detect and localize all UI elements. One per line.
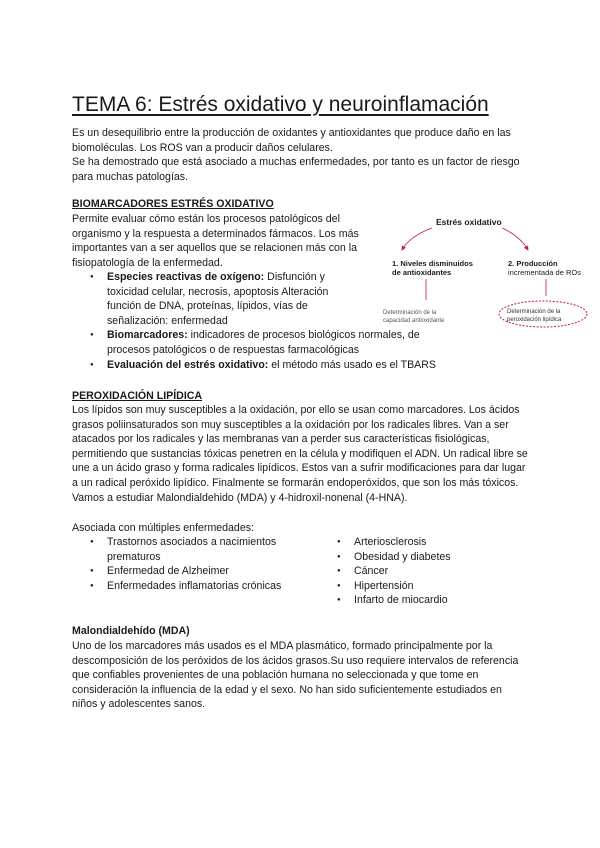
list-item [72, 328, 462, 357]
diagram-right-leaf-line1: Determinación de la [507, 309, 561, 315]
diagram-right-leaf-line2: peroxidación lipídica [507, 317, 562, 323]
diagram-root-label: Estrés oxidativo [436, 217, 502, 227]
list-item-text: Disfunción y toxicidad celular, necrosis, apoptosis Alteración función de DNA, proteínas, lípidos, vías de señalización: enfermedad [107, 271, 329, 327]
peroxidation-heading: PEROXIDACIÓN LIPÍDICA [72, 390, 203, 402]
intro-paragraph-2: Se ha demostrado que está asociado a muchas enfermedades, por tanto es un factor de riesgo para muchas patologías. [72, 156, 520, 183]
list-item-bold: Biomarcadores: [107, 329, 188, 342]
list-item: ● Enfermedad de Alzheimer [72, 564, 322, 579]
diagram-left-leaf-line2: capacidad antioxidante [383, 318, 445, 324]
list-item-text: indicadores de procesos biológicos normales, de procesos patológicos o de respuestas farmacológicas [107, 329, 420, 356]
diagram-arrow-right [502, 228, 528, 250]
biomarkers-heading: BIOMARCADORES ESTRÉS OXIDATIVO [72, 198, 274, 210]
intro-section [72, 126, 527, 184]
diagram-arrow-left [402, 228, 432, 250]
diagram-right-node-line1: 2. Producción [508, 259, 558, 268]
diagram-right-node-line2: incrementada de ROs [508, 268, 581, 277]
oxidative-stress-diagram [380, 210, 592, 330]
list-item: ● Cáncer [319, 564, 539, 579]
mda-heading: Malondialdehído (MDA) [72, 625, 190, 637]
diseases-label: Asociada con múltiples enfermedades: [72, 522, 254, 534]
diagram-left-leaf-line1: Determinación de la [383, 310, 437, 316]
list-item: ● Infarto de miocardio [319, 593, 539, 608]
mda-paragraph: Uno de los marcadores más usados es el MDA plasmático, formado principalmente por la descomposición de los peróxidos de los ácidos grasos.Su uso requiere intervalos de referencia que confiables provenientes de una población humana no seleccionada y que tome en consideración la influencia de la edad y el sexo. No han sido suficientemente estudiados en niños y adolescentes sanos. [72, 640, 519, 711]
diagram-svg [380, 210, 592, 330]
list-item [72, 358, 462, 373]
list-item: ● Hipertensión [319, 579, 539, 594]
list-item: ● Arteriosclerosis [319, 535, 539, 550]
list-item-text: el método más usado es el TBARS [268, 358, 436, 371]
page-title: TEMA 6: Estrés oxidativo y neuroinflamación [72, 93, 489, 116]
biomarkers-paragraph: Permite evaluar cómo están los procesos patológicos del organismo y la respuesta a determinados fármacos. Los más importantes van a ser aquellos que se relacionen más con la fisiopatología de la enfermedad. [72, 213, 359, 269]
diagram-left-node-line2: de antioxidantes [392, 268, 452, 277]
list-item: ● Obesidad y diabetes [319, 550, 539, 565]
peroxidation-paragraph: Los lípidos son muy susceptibles a la oxidación, por ello se usan como marcadores. Los ácidos grasos poliinsaturados son muy susceptibles a la oxidación por los radicales libres. Van a ser atacados por los radicales y las membranas van a perder sus características fisiológicas, permitiendo que sustancias tóxicas penetren en la célula y modifiquen el ADN. Un radical libre se une a un ácido graso y forma radicales lipídicos. Estos van a sufrir modificaciones para dar lugar a un radical peróxido lipídico. Finalmente se formarán endoperóxidos, que son los más tóxicos. Vamos a estudiar Malondialdehido (MDA) y 4-hidroxil-nonenal (4-HNA). [72, 404, 528, 504]
diseases-list-left [72, 535, 322, 593]
list-item: ● Enfermedades inflamatorias crónicas [72, 579, 287, 594]
intro-paragraph-1: Es un desequilibrio entre la producción de oxidantes y antioxidantes que produce daño en las biomoléculas. Los ROS van a producir daños celulares. [72, 127, 511, 154]
list-item: ● Trastornos asociados a nacimientos prematuros [72, 535, 287, 564]
list-item-bold: Especies reactivas de oxígeno: [107, 271, 265, 283]
diagram-left-node-line1: 1. Niveles disminuidos [392, 259, 473, 268]
diseases-list-right [319, 535, 539, 608]
list-item [72, 270, 357, 328]
list-item-bold: Evaluación del estrés oxidativo: [107, 358, 269, 371]
